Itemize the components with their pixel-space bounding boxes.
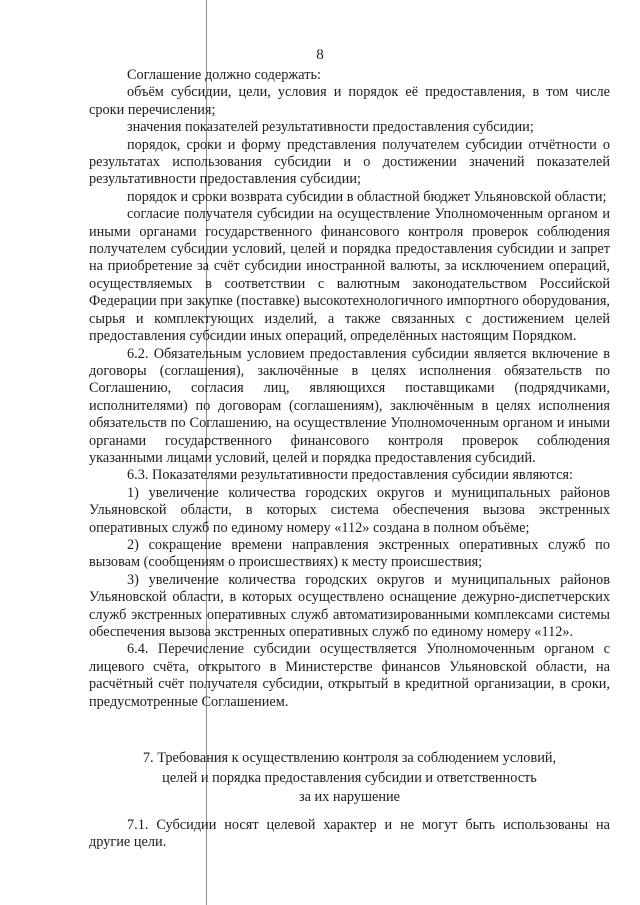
section-body	[89, 817, 610, 852]
paragraph: 7.1. Субсидии носят целевой характер и не могут быть использованы на другие цели.	[89, 817, 610, 851]
heading-line: 7. Требования к осуществлению контроля за соблюдением условий,	[142, 750, 557, 766]
page-number: 8	[316, 47, 324, 63]
paragraph: согласие получателя субсидии на осуществление Уполномоченным органом и иными органами государственного финансового контроля проверок соблюдения получателем субсидии условий, целей и порядка предоставления субсидии и запрет на приобретение за счёт субсидии иностранной валюты, за исключением операций, осуществляемых в соответствии с валютным законодательством Российской Федерации при закупке (поставке) высокотехнологичного импортного оборудования, сырья и комплектующих изделий, а также связанных с достижением целей предоставления субсидии иных операций, определённых настоящим Порядком.	[89, 206, 610, 345]
paragraph: значения показателей результативности предоставления субсидии;	[127, 119, 534, 136]
paragraph: 3) увеличение количества городских округов и муниципальных районов Ульяновской области, в которых осуществлено оснащение дежурно-диспетчерских служб экстренных оперативных служб автоматизированными комплексами системы обеспечения вызова экстренных оперативных служб по единому номеру «112».	[89, 571, 610, 640]
paragraph: порядок и сроки возврата субсидии в областной бюджет Ульяновской области;	[127, 188, 607, 205]
paragraph: 6.3. Показателями результативности предоставления субсидии являются:	[127, 467, 573, 484]
paragraph: 2) сокращение времени направления экстренных оперативных служб по вызовам (сообщениям о происшествиях) к месту происшествия;	[89, 536, 610, 571]
paragraph: Соглашение должно содержать:	[127, 67, 321, 83]
paragraph: объём субсидии, цели, условия и порядок её предоставления, в том числе сроки перечисления;	[89, 84, 610, 118]
section-heading	[89, 749, 610, 808]
heading-line: за их нарушение	[298, 789, 401, 805]
body-text	[89, 67, 610, 711]
paragraph: 6.2. Обязательным условием предоставления субсидии является включение в договоры (соглашения), заключённые в целях исполнения обязательств по Соглашению, согласия лиц, являющихся поставщиками (подрядчиками, исполнителями) по договорам (соглашениям), заключённым в целях исполнения обязательств по Соглашению, на осуществление Уполномоченным органом и иными органами государственного финансового контроля проверок соблюдения указанными лицами условий, целей и порядка предоставления субсидий.	[89, 345, 610, 466]
paragraph: порядок, сроки и форму представления получателем субсидии отчётности о результатах использования субсидии и о достижении значений показателей результативности предоставления субсидии;	[89, 136, 610, 188]
paragraph: 6.4. Перечисление субсидии осуществляется Уполномоченным органом с лицевого счёта, открытого в Министерстве финансов Ульяновской области, на расчётный счёт получателя субсидии, открытый в кредитной организации, в сроки, предусмотренные Соглашением.	[89, 641, 610, 710]
heading-line: целей и порядка предоставления субсидии и ответственность	[162, 769, 537, 786]
paragraph: 1) увеличение количества городских округов и муниципальных районов Ульяновской области, в которых система обеспечения вызова экстренных оперативных служб по единому номеру «112» создана в полном объёме;	[89, 484, 610, 536]
